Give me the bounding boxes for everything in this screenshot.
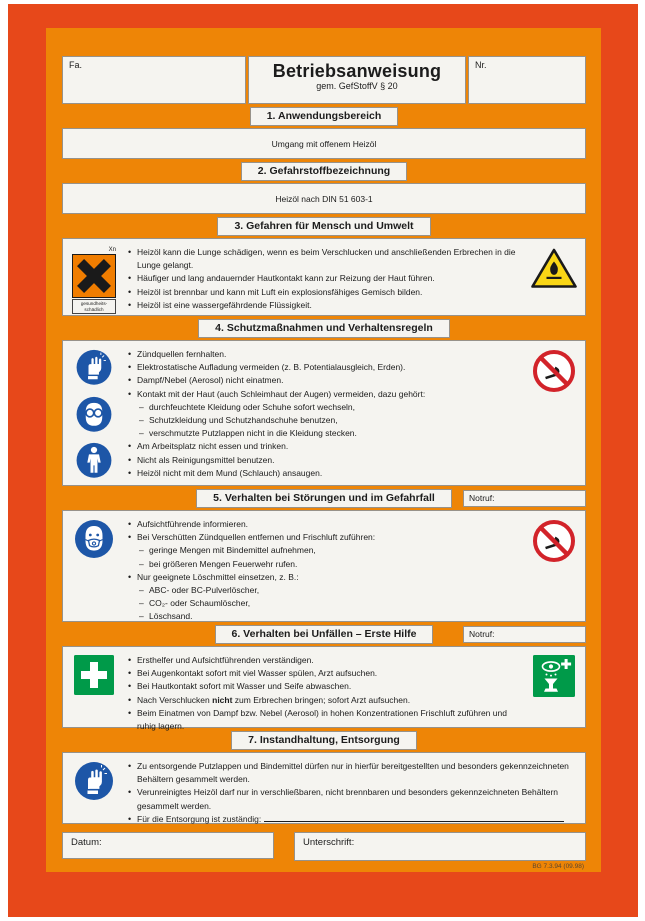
protective-gloves-icon [74,349,114,386]
footer-row [62,824,586,861]
no-open-flame-icon [532,349,576,393]
dash-item: – durchfeuchtete Kleidung oder Schuhe sofort wechseln, [127,401,523,414]
emergency-call-box [463,626,586,643]
bullet-item: • Zündquellen fernhalten. [127,348,523,361]
header-row [62,56,586,104]
bullet-item: • Heizöl ist eine wassergefährdende Flüssigkeit. [127,299,523,312]
xn-code-label: Xn [108,247,116,253]
section-7-title: 7. Instandhaltung, Entsorgung [231,731,417,750]
section-5-icons-right [529,517,579,615]
page-title: Betriebsanweisung [272,61,442,81]
section-5-text [119,517,529,622]
company-field [62,56,246,104]
section-3-header [62,217,586,236]
first-aid-icon [74,655,114,695]
harmful-xn-icon [71,247,117,314]
bullet-item: • Häufiger und lang andauernder Hautkontakt kann zur Reizung der Haut führen. [127,272,523,285]
section-6-title: 6. Verhalten bei Unfällen – Erste Hilfe [215,625,434,644]
emergency-call-label: Notruf: [469,629,495,639]
dash-item: – Schutzkleidung und Schutzhandschuhe benutzen, [127,414,523,427]
inner-orange-frame [46,28,601,872]
eye-wash-icon [533,655,575,697]
bullet-item: • Verunreinigtes Heizöl darf nur in verschließbaren, nicht brennbaren und besonders gekennzeichneten Behältern gesammelt werden. [127,786,573,812]
signature-label: Unterschrift: [303,837,355,848]
section-6-text [119,653,529,732]
bullet-item: • Zu entsorgende Putzlappen und Bindemittel dürfen nur in hierfür bereitgestellten und besonders gekennzeichneten Behältern gesammelt werden. [127,760,573,786]
section-7-header [62,731,586,750]
instruction-sheet [62,56,586,870]
xn-caption: gesundheits- schädlich [72,299,116,314]
section-5-title: 5. Verhalten bei Störungen und im Gefahrfall [196,489,452,508]
dash-item: – ABC- oder BC-Pulverlöscher, [127,584,523,597]
section-3-text [119,245,529,309]
responsible-blank-line [264,814,564,822]
bullet-item: • Beim Einatmen von Dampf bzw. Nebel (Aerosol) in hohen Konzentrationen Frischluft zuführen und ruhig lagern. [127,707,523,733]
flammable-warning-icon [530,247,578,289]
section-1-title: 1. Anwendungsbereich [250,107,399,126]
section-3-title: 3. Gefahren für Mensch und Umwelt [217,217,430,236]
section-7-text [119,759,579,824]
bullet-item: • Für die Entsorgung ist zuständig: [127,813,573,826]
bullet-item: • Heizöl nicht mit dem Mund (Schlauch) ansaugen. [127,467,523,480]
bullet-item: • Heizöl kann die Lunge schädigen, wenn es beim Verschlucken und anschließenden Erbrechen in die Lunge gelangt. [127,246,523,272]
section-7-body [62,752,586,824]
section-5-header [62,489,586,508]
section-5-body [62,510,586,622]
section-6-body [62,646,586,732]
section-6-icons-right [529,653,579,721]
section-4-title: 4. Schutzmaßnahmen und Verhaltensregeln [198,319,450,338]
bullet-item: • Aufsichtführende informieren. [127,518,523,531]
section-3-icons-left [69,245,119,312]
number-field [468,56,586,104]
dash-item: – verschmutzte Putzlappen nicht in die Kleidung stecken. [127,427,523,440]
section-2-title: 2. Gefahrstoffbezeichnung [241,162,407,181]
dash-item: – Löschsand. [127,610,523,623]
bullet-item: • Elektrostatische Aufladung vermeiden (z. B. Potentialausgleich, Erden). [127,361,523,374]
page-subtitle: gem. GefStoffV § 20 [316,81,398,91]
protective-clothing-icon [74,442,114,479]
section-1-header [62,107,586,126]
section-6-icons-left [69,653,119,721]
eye-protection-icon [74,396,114,433]
xn-cross-icon [72,254,116,298]
section-3-body [62,238,586,316]
section-5-icons-left [69,517,119,615]
respirator-mandatory-icon [74,519,114,559]
section-7-icons-left [69,759,119,817]
section-4-icons-left [69,347,119,479]
signature-field [294,832,586,861]
bullet-item: • Bei Hautkontakt sofort mit Wasser und Seife abwaschen. [127,680,523,693]
no-open-flame-icon [532,519,576,563]
section-2-header [62,162,586,181]
protective-gloves-icon [74,761,114,801]
bullet-item: • Nicht als Reinigungsmittel benutzen. [127,454,523,467]
emergency-call-label: Notruf: [469,493,495,503]
emergency-call-box [463,490,586,507]
number-label: Nr. [475,60,487,70]
bullet-item: • Kontakt mit der Haut (auch Schleimhaut der Augen) vermeiden, dazu gehört: [127,388,523,401]
section-3-icons-right [529,245,579,309]
section-4-body [62,340,586,486]
date-field [62,832,274,859]
section-4-header [62,319,586,338]
date-label: Datum: [71,837,102,848]
dash-item: – CO₂- oder Schaumlöscher, [127,597,523,610]
dash-item: – bei größeren Mengen Feuerwehr rufen. [127,558,523,571]
bullet-item: • Bei Augenkontakt sofort mit viel Wasser spülen, Arzt aufsuchen. [127,667,523,680]
bullet-item: • Dampf/Nebel (Aerosol) nicht einatmen. [127,374,523,387]
bullet-item: • Heizöl ist brennbar und kann mit Luft ein explosionsfähiges Gemisch bilden. [127,286,523,299]
bullet-item: • Am Arbeitsplatz nicht essen und trinken. [127,440,523,453]
outer-red-frame [8,4,638,917]
bullet-item: • Nach Verschlucken nicht zum Erbrechen bringen; sofort Arzt aufsuchen. [127,694,523,707]
title-box [248,56,466,104]
section-4-text [119,347,529,479]
bullet-item: • Bei Verschütten Zündquellen entfernen und Frischluft zuführen: [127,531,523,544]
form-code: BG 7.3.94 (09.98) [532,863,584,870]
section-4-icons-right [529,347,579,479]
company-label: Fa. [69,60,83,70]
bullet-item: • Nur geeignete Löschmittel einsetzen, z. B.: [127,571,523,584]
bullet-item: • Ersthelfer und Aufsichtführenden verständigen. [127,654,523,667]
section-6-header [62,625,586,644]
section-2-content: Heizöl nach DIN 51 603-1 [62,183,586,214]
dash-item: – geringe Mengen mit Bindemittel aufnehmen, [127,544,523,557]
section-1-content: Umgang mit offenem Heizöl [62,128,586,159]
